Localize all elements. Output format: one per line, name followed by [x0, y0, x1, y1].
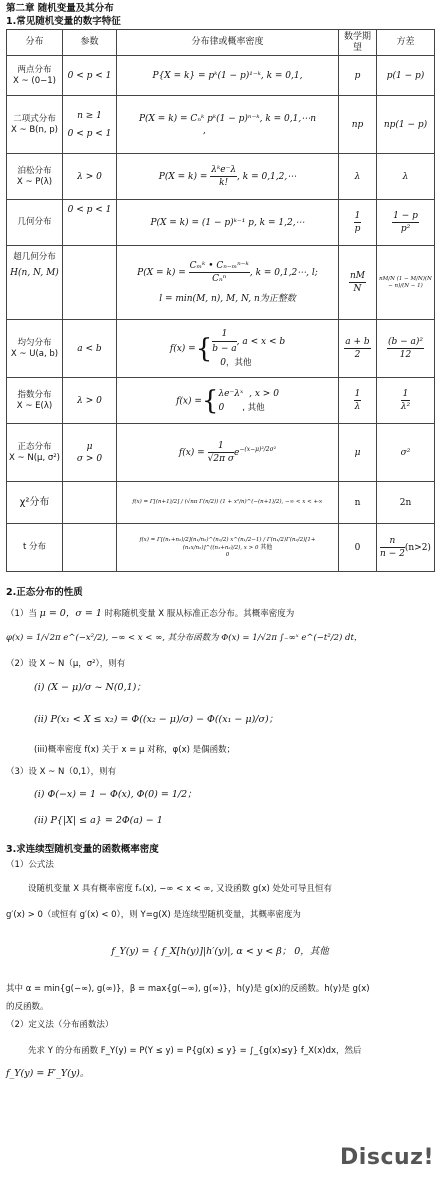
dist-param: λ > 0 [63, 378, 117, 424]
table-row [7, 96, 435, 154]
func-para-1: 设随机变量 X 具有概率密度 fₓ(x), −∞ < x < ∞, 又设函数 g(x) 处处可导且恒有 [28, 884, 332, 894]
normal-p1-text: 时称随机变量 X 服从标准正态分布。其概率密度为 [104, 609, 295, 619]
header-distribution: 分布 [7, 30, 63, 56]
dist-param: λ > 0 [63, 154, 117, 200]
dist-var: p(1 − p) [377, 56, 435, 96]
table-row [7, 246, 435, 320]
normal-p2: （2）设 X ~ N（μ，σ²），则有 [6, 659, 126, 669]
header-variance: 方差 [377, 30, 435, 56]
dist-param: a < b [63, 320, 117, 378]
dist-var-den: p² [400, 224, 411, 234]
dist-law-cond: 其他 [260, 543, 273, 551]
dist-law-exp: −(x−μ)²/2σ² [239, 446, 277, 453]
dist-law-lhs: P(X = k) = [137, 268, 186, 278]
dist-law-lhs: f(x) = [169, 344, 196, 354]
dist-var: 2n [377, 482, 435, 524]
normal-item-i: (i) (X − μ)/σ ~ N(0,1)； [34, 682, 146, 693]
header-expectation: 数学期望 [339, 30, 377, 56]
case-cond: ，其他 [226, 358, 252, 368]
func-para-6: f_Y(y) = F′_Y(y)。 [6, 1068, 90, 1079]
table-header-row [7, 30, 435, 56]
dist-mean-num: a + b [345, 337, 370, 347]
normal-p3: （3）设 X ~ N（0,1），则有 [6, 767, 117, 777]
normal-phi-definition: φ(x) = 1/√2π e^(−x²/2), −∞ < x < ∞, 其分布函数为 Φ(x) = 1/√2π ∫₋∞ˣ e^(−t²/2) dt， [6, 633, 363, 643]
dist-law: f(x) = Γ[(n₁+n₂)/2](n₁/n₂)^(n₁/2) x^(n₁/2−1) / Γ(n₁/2)Γ(n₂/2)[1+(n₁x/n₂)]^((n₁+n₂)/2), x > 0 [139, 536, 316, 551]
dist-param: σ > 0 [76, 453, 103, 464]
dist-var-den: 12 [399, 350, 412, 360]
dist-param: n ≥ 1 [77, 110, 102, 121]
normal-p3-item-ii: (ii) P{|X| ≤ a} = 2Φ(a) − 1 [34, 815, 163, 826]
dist-var-num: 1 [402, 389, 409, 399]
dist-var-cond: (n>2) [404, 543, 431, 553]
normal-p3-item-i: (i) Φ(−x) = 1 − Φ(x), Φ(0) = 1/2； [34, 789, 197, 800]
table-row [7, 56, 435, 96]
dist-mean-den: N [353, 284, 362, 294]
dist-mean: n [339, 482, 377, 524]
dist-mean-den: 2 [354, 350, 361, 360]
dist-name: 指数分布 [17, 389, 52, 400]
dist-mean-den: λ [354, 402, 361, 412]
dist-var: np(1 − p) [377, 96, 435, 154]
dist-mean: μ [339, 424, 377, 482]
table-row [7, 200, 435, 246]
func-para-5: 先求 Y 的分布函数 F_Y(y) = P(Y ≤ y) = P{g(x) ≤ y} = ∫_{g(x)≤y} f_X(x)dx，然后 [28, 1046, 362, 1056]
document [6, 2, 434, 1088]
dist-name: 两点分布 [17, 64, 52, 75]
section-3-title: 3.求连续型随机变量的函数概率密度 [6, 844, 159, 855]
dist-name: t 分布 [7, 524, 63, 572]
dist-var-den: λ² [400, 402, 411, 412]
dist-law-tail: , [203, 125, 206, 136]
dist-symbol: X ~ (0−1) [13, 75, 56, 86]
dist-param: 0 < p < 1 [63, 56, 117, 96]
dist-mean-num: nM [349, 271, 365, 281]
left-brace-icon: { [201, 385, 219, 416]
header-law-density: 分布律或概率密度 [117, 30, 339, 56]
dist-mean: 0 [339, 524, 377, 572]
table-row [7, 378, 435, 424]
dist-var-den: n − 2 [380, 549, 405, 559]
table-row [7, 320, 435, 378]
normal-item-iii: (iii)概率密度 f(x) 关于 x = μ 对称，φ(x) 是偶函数； [34, 745, 236, 755]
dist-mean-den: p [354, 224, 361, 234]
dist-param: 0 < p < 1 [63, 200, 117, 246]
dist-law-zero: 0 [225, 551, 230, 558]
func-fy-formula: f_Y(y) = { f_X[h(y)]|h′(y)|, α < y < β； 0，其他 [111, 946, 329, 957]
case-cond: , x > 0 [249, 388, 279, 399]
dist-param: 0 < p < 1 [67, 128, 112, 139]
case-num: 1 [212, 327, 236, 342]
normal-item-ii: (ii) P(x₁ < X ≤ x₂) = Φ((x₂ − μ)/σ) − Φ((x₁ − μ)/σ)； [34, 714, 279, 725]
table-row [7, 482, 435, 524]
chapter-title: 第二章 随机变量及其分布 [6, 3, 114, 14]
left-brace-icon: { [195, 333, 213, 364]
dist-param: μ [86, 441, 93, 452]
dist-name: 泊松分布 [17, 165, 52, 176]
func-para-3: 其中 α = min{g(−∞), g(∞)}，β = max{g(−∞), g(∞)}，h(y)是 g(x)的反函数。h(y)是 g(x) [6, 984, 370, 994]
dist-law-lhs: f(x) = [178, 448, 205, 458]
method-2-title: （2）定义法（分布函数法） [6, 1020, 114, 1030]
dist-var: nM/N (1 − M/N)(N − n)/(N − 1) [377, 246, 435, 320]
dist-law: P(X = k) = Cₙᵏ pᵏ(1 − p)ⁿ⁻ᵏ, k = 0,1,⋯n [138, 113, 317, 124]
dist-var: σ² [377, 424, 435, 482]
dist-law: f(x) = Γ[(n+1)/2] / (√nπ Γ(n/2)) (1 + x²/n)^(−(n+1)/2), −∞ < x < +∞ [117, 482, 339, 524]
dist-var-num: n [380, 535, 405, 548]
dist-mean: λ [339, 154, 377, 200]
dist-name: 超几何分布 [13, 252, 56, 262]
dist-name: 正态分布 [17, 441, 52, 452]
dist-symbol: X ~ E(λ) [16, 400, 53, 411]
case-value: 0 [220, 358, 226, 368]
table-row: 正态分布 X ~ N(μ, σ²) μ σ > 0 f(x) = $\frac{1}{\text{√2π σ}}$ $e^{-(x-\mu)^2/2\sigma^2}$ μ σ² [7, 424, 435, 482]
dist-law: P{X = k} = pᵏ(1 − p)¹⁻ᵏ, k = 0,1, [117, 56, 339, 96]
table-row [7, 154, 435, 200]
dist-name: 二项式分布 [13, 113, 56, 124]
dist-law-num: Cₘᵏ • Cₙ₋ₘⁿ⁻ᵏ [189, 261, 249, 271]
dist-name: 几何分布 [7, 200, 63, 246]
dist-name: 均匀分布 [17, 337, 52, 348]
func-para-2: g′(x) > 0（或恒有 g′(x) < 0），则 Y=g(X) 是连续型随机变量，其概率密度为 [6, 910, 301, 920]
dist-var-num: 1 − p [393, 211, 418, 221]
dist-law-rhs: , k = 0,1,2⋯, l; [249, 268, 318, 278]
dist-symbol: X ~ N(μ, σ²) [9, 452, 60, 463]
dist-name: χ²分布 [7, 482, 63, 524]
case-cond: , a < x < b [236, 337, 286, 347]
normal-p1-cond: μ = 0，σ = 1 [39, 608, 102, 619]
method-1-title: （1）公式法 [6, 860, 54, 870]
dist-symbol: X ~ P(λ) [16, 176, 53, 187]
watermark-logo: Discuz! [340, 1145, 434, 1170]
dist-law-num: λᵏe⁻λ [211, 165, 237, 175]
func-para-4: 的反函数。 [6, 1002, 49, 1012]
section-1-title: 1.常见随机变量的数字特征 [6, 16, 121, 27]
dist-law-rhs: , k = 0,1,2,⋯ [237, 172, 297, 182]
dist-mean: np [339, 96, 377, 154]
dist-var-num: (b − a)² [387, 337, 424, 347]
case-value: 0 [218, 402, 225, 413]
dist-symbol: X ~ U(a, b) [10, 348, 59, 359]
case-den: b − a [212, 344, 237, 354]
dist-mean-num: 1 [354, 389, 361, 399]
dist-mean: p [339, 56, 377, 96]
dist-law-den: √2π σ [207, 454, 234, 464]
dist-law-num: 1 [208, 440, 234, 453]
case-value: λe⁻λˣ [218, 388, 244, 399]
table-row [7, 524, 435, 572]
dist-law-lhs: f(x) = [176, 396, 202, 406]
dist-law-lhs: P(X = k) = [158, 172, 208, 182]
dist-mean-num: 1 [354, 211, 361, 221]
header-parameter: 参数 [63, 30, 117, 56]
dist-law: P(X = k) = (1 − p)ᵏ⁻¹ p, k = 1,2,⋯ [117, 200, 339, 246]
dist-law-den: k! [219, 178, 229, 188]
dist-var: λ [377, 154, 435, 200]
section-2-title: 2.正态分布的性质 [6, 587, 83, 598]
dist-law-den: Cₙⁿ [212, 274, 227, 284]
distribution-table [6, 29, 435, 572]
dist-law-cond: l = min(M, n), M, N, n为正整数 [159, 294, 296, 304]
dist-symbol: H(n, N, M) [10, 268, 59, 278]
normal-p1-prefix: （1）当 [6, 609, 37, 619]
case-cond: , 其他 [242, 402, 265, 413]
dist-symbol: X ~ B(n, p) [11, 124, 58, 135]
